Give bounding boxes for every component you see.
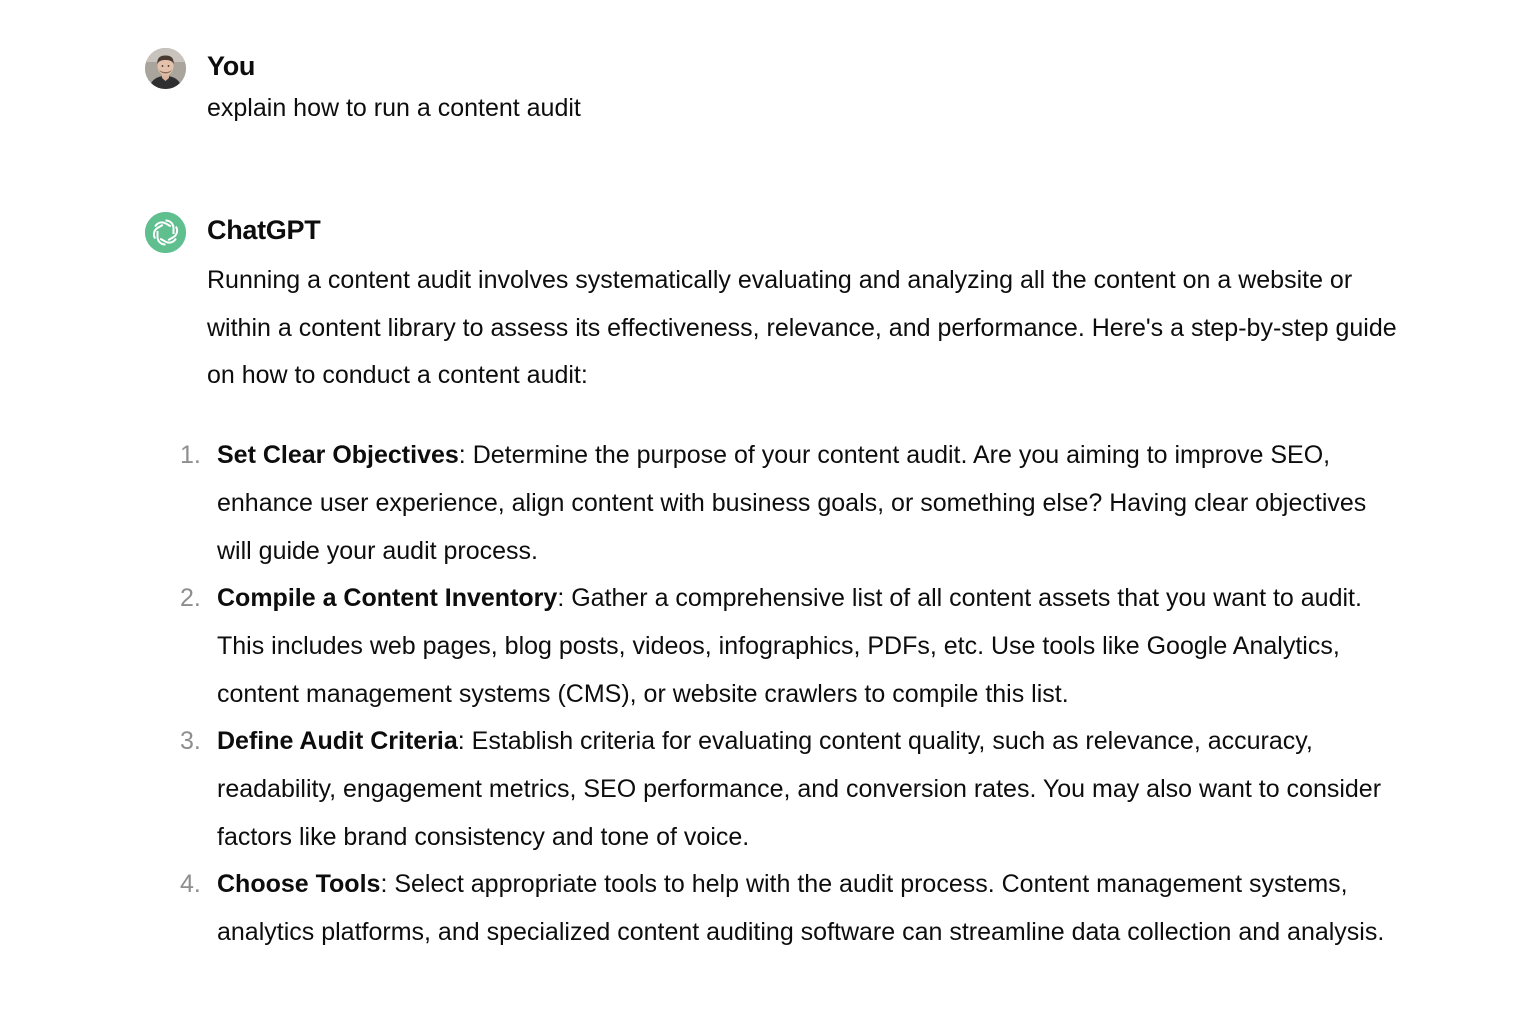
user-avatar-photo (145, 48, 186, 89)
list-item-text: : Determine the purpose of your content audit. Are you aiming to improve SEO, enhance user experience, align content with business goals, or something else? Having clear objectives will guide your audit process. (217, 441, 1367, 565)
assistant-message-body (180, 257, 1397, 957)
list-item (180, 861, 1397, 956)
steps-list (180, 432, 1397, 957)
list-item-number: 2. (180, 584, 201, 613)
list-item-term: Set Clear Objectives (217, 441, 459, 470)
user-author-name: You (207, 51, 256, 81)
openai-logo-icon (145, 212, 186, 253)
list-item-term: Define Audit Criteria (217, 727, 458, 756)
user-avatar (145, 48, 186, 89)
assistant-avatar (145, 212, 186, 253)
list-item (180, 575, 1397, 718)
list-item-number: 4. (180, 870, 201, 899)
assistant-intro-paragraph: Running a content audit involves systematically evaluating and analyzing all the content on a website or within a content library to assess its effectiveness, relevance, and performance. Here's a step-by-step guide on how to conduct a content audit: (207, 266, 1397, 390)
assistant-author-name: ChatGPT (207, 215, 321, 245)
list-item-term: Compile a Content Inventory (217, 584, 558, 613)
list-item-text: : Gather a comprehensive list of all content assets that you want to audit. This includes web pages, blog posts, videos, infographics, PDFs, etc. Use tools like Google Analytics, content management systems (CMS), or website crawlers to compile this list. (217, 584, 1362, 708)
list-item (180, 718, 1397, 861)
list-item (180, 432, 1397, 575)
list-item-number: 1. (180, 441, 201, 470)
list-item-text: : Establish criteria for evaluating content quality, such as relevance, accuracy, readability, engagement metrics, SEO performance, and conversion rates. You may also want to consider factors like brand consistency and tone of voice. (217, 727, 1382, 851)
list-item-term: Choose Tools (217, 870, 381, 899)
list-item-number: 3. (180, 727, 201, 756)
list-item-text: : Select appropriate tools to help with the audit process. Content management systems, analytics platforms, and specialized content auditing software can streamline data collection and analysis. (217, 870, 1385, 947)
user-message-text: explain how to run a content audit (207, 94, 581, 122)
